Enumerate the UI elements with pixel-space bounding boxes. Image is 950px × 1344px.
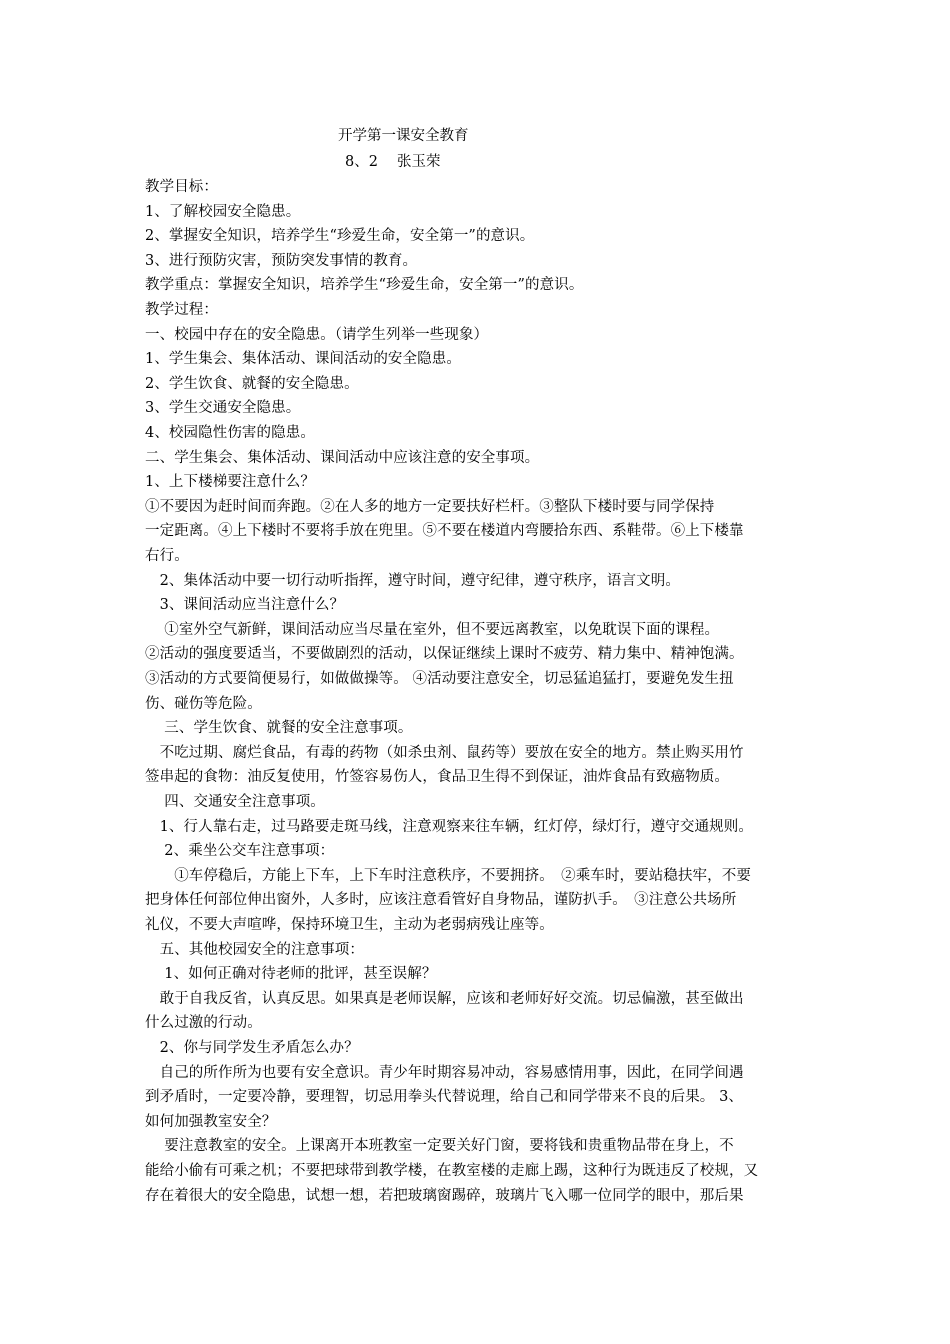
text-line: 右行。 [145,548,189,564]
text-line: 1、如何正确对待老师的批评，甚至误解？ [145,966,437,983]
text-line: 3、课间活动应当注意什么？ [145,597,345,614]
text-line: 4、校园隐性伤害的隐患。 [145,425,315,441]
text-line: 2、掌握安全知识，培养学生“珍爱生命，安全第一”的意识。 [145,228,535,245]
text-line: 教学过程： [145,302,218,318]
text-line: 签串起的食物：油反复使用，竹签容易伤人，食品卫生得不到保证，油炸食品有致癌物质。 [145,769,729,786]
text-line: ③活动的方式要简便易行，如做做操等。 ④活动要注意安全，切忌猛追猛打，要避免发生扭 [145,671,734,687]
text-line: 不吃过期、腐烂食品，有毒的药物（如杀虫剂、鼠药等）要放在安全的地方。禁止购买用竹 [145,744,744,761]
text-line: 能给小偷有可乘之机；不要把球带到教学楼，在教室楼的走廊上踢，这种行为既违反了校规，又 [145,1163,759,1179]
text-line: 3、学生交通安全隐患。 [145,400,301,417]
text-line: 存在着很大的安全隐患，试想一想，若把玻璃窗踢碎，玻璃片飞入哪一位同学的眼中，那后果 [145,1187,744,1204]
text-line: 什么过激的行动。 [145,1015,262,1032]
text-line: 1、行人靠右走，过马路要走斑马线，注意观察来往车辆，红灯停，绿灯行，遵守交通规则。 [145,818,753,835]
text-line: 礼仪，不要大声喧哗，保持环境卫生，主动为老弱病残让座等。 [145,917,554,933]
document-title: 开学第一课安全教育 [338,128,469,144]
text-line: 2、集体活动中要一切行动听指挥，遵守时间，遵守纪律，遵守秩序，语言文明。 [145,572,680,589]
text-line: 伤、碰伤等危险。 [145,695,262,712]
text-line: 敢于自我反省，认真反思。如果真是老师误解，应该和老师好好交流。切忌偏激，甚至做出 [145,990,744,1007]
text-line: ②活动的强度要适当，不要做剧烈的活动，以保证继续上课时不疲劳、精力集中、精神饱满。 [145,646,744,663]
text-line: 3、进行预防灾害，预防突发事情的教育。 [145,252,418,269]
text-line: 五、其他校园安全的注意事项： [145,941,364,958]
text-line: 如何加强教室安全？ [145,1113,277,1130]
text-line: ①车停稳后，方能上下车，上下车时注意秩序，不要拥挤。 ②乘车时，要站稳扶牢，不要 [145,867,751,884]
text-line: 2、学生饮食、就餐的安全隐患。 [145,375,359,392]
document-author: 8、2 张玉荣 [345,154,441,170]
text-line: ①室外空气新鲜，课间活动应当尽量在室外，但不要远离教室，以免耽误下面的课程。 [145,621,720,638]
text-line: 1、了解校园安全隐患。 [145,203,301,220]
text-line: 教学重点：掌握安全知识，培养学生“珍爱生命，安全第一”的意识。 [145,277,584,294]
text-line: 一定距离。④上下楼时不要将手放在兜里。⑤不要在楼道内弯腰拾东西、系鞋带。⑥上下楼靠 [145,523,744,540]
text-line: 一、校园中存在的安全隐患。（请学生列举一些现象） [145,326,489,343]
text-line: 1、上下楼梯要注意什么？ [145,474,315,491]
text-line: 2、你与同学发生矛盾怎么办？ [145,1040,359,1056]
text-line: 把身体任何部位伸出窗外，人多时，应该注意看管好自身物品，谨防扒手。 ③注意公共场所 [145,892,737,909]
text-line: 自己的所作所为也要有安全意识。青少年时期容易冲动，容易感情用事，因此，在同学间遇 [145,1064,744,1081]
text-line: ①不要因为赶时间而奔跑。②在人多的地方一定要扶好栏杆。③整队下楼时要与同学保持 [145,498,715,515]
text-line: 教学目标： [145,179,218,195]
text-line: 要注意教室的安全。上课离开本班教室一定要关好门窗，要将钱和贵重物品带在身上，不 [145,1138,734,1155]
text-line: 三、学生饮食、就餐的安全注意事项。 [145,720,413,737]
text-line: 1、学生集会、集体活动、课间活动的安全隐患。 [145,351,461,368]
text-line: 2、乘坐公交车注意事项： [145,843,335,860]
text-line: 四、交通安全注意事项。 [145,794,325,810]
text-line: 到矛盾时，一定要冷静，要理智，切忌用拳头代替说理，给自己和同学带来不良的后果。 3、 [145,1089,744,1106]
text-line: 二、学生集会、集体活动、课间活动中应该注意的安全事项。 [145,449,540,466]
